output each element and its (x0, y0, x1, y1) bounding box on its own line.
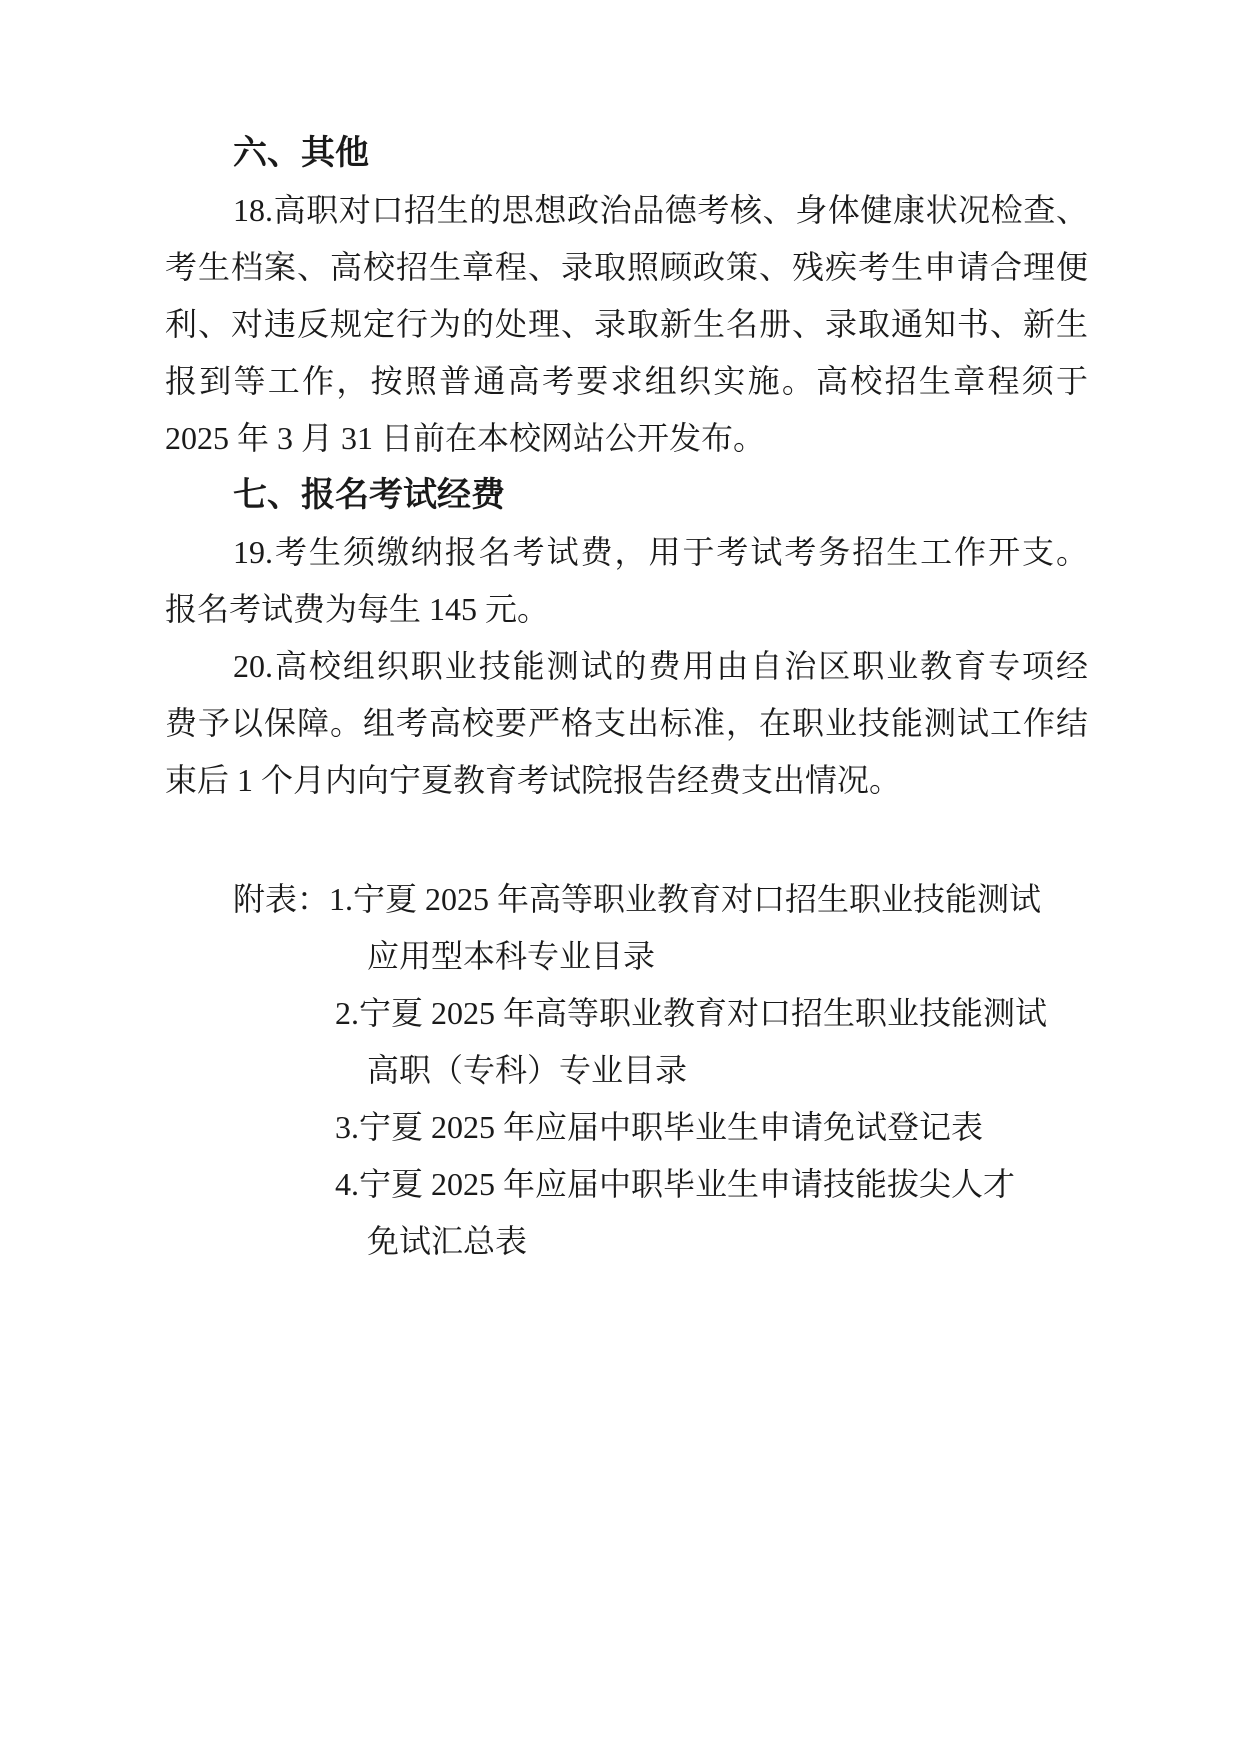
section-six-heading: 六、其他 (233, 134, 369, 172)
attachments-first-row (165, 871, 1088, 928)
para-20-line-3: 束后 1 个月内向宁夏教育考试院报告经费支出情况。 (165, 762, 902, 798)
attachment-item-1-line-2: 应用型本科专业目录 (367, 938, 656, 974)
para-19-line-2: 报名考试费为每生 145 元。 (165, 591, 550, 627)
para-18-line-2: 考生档案、高校招生章程、录取照顾政策、残疾考生申请合理便 (165, 249, 1088, 285)
section-seven-heading: 七、报名考试经费 (233, 476, 505, 514)
para-20-line-1: 20.高校组织职业技能测试的费用由自治区职业教育专项经 (233, 648, 1088, 684)
para-18-line-5: 2025 年 3 月 31 日前在本校网站公开发布。 (165, 420, 766, 456)
attachments-label: 附表： (233, 881, 330, 917)
para-19-line-1: 19.考生须缴纳报名考试费，用于考试考务招生工作开支。 (233, 534, 1088, 570)
blank-gap (165, 809, 1088, 871)
attachment-item-4-line-2: 免试汇总表 (367, 1223, 528, 1259)
attachment-item-1-line-1: 1.宁夏 2025 年高等职业教育对口招生职业技能测试 (329, 881, 1042, 917)
attachment-item-4-line-1: 4.宁夏 2025 年应届中职毕业生申请技能拔尖人才 (335, 1166, 1016, 1202)
para-18-line-4: 报到等工作，按照普通高考要求组织实施。高校招生章程须于 (165, 363, 1088, 399)
attachment-item-2-line-2: 高职（专科）专业目录 (367, 1052, 688, 1088)
para-20-line-2: 费予以保障。组考高校要严格支出标准，在职业技能测试工作结 (165, 705, 1088, 741)
para-18-line-1: 18.高职对口招生的思想政治品德考核、身体健康状况检查、 (233, 192, 1088, 228)
attachment-item-2-line-1: 2.宁夏 2025 年高等职业教育对口招生职业技能测试 (335, 995, 1048, 1031)
para-18-line-3: 利、对违反规定行为的处理、录取新生名册、录取通知书、新生 (165, 306, 1088, 342)
attachment-item-3-line-1: 3.宁夏 2025 年应届中职毕业生申请免试登记表 (335, 1109, 984, 1145)
